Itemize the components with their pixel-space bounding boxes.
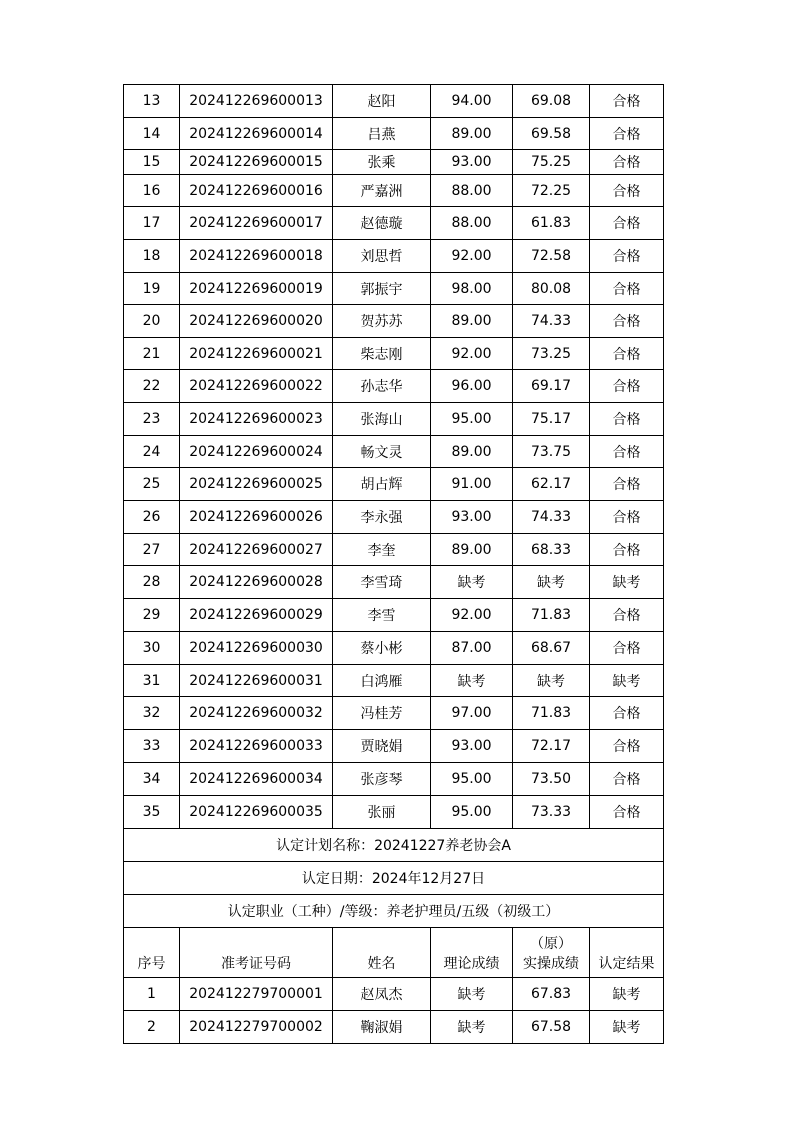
table-row <box>124 436 664 468</box>
result-cell: 合格 <box>590 534 664 566</box>
practical-cell: 62.17 <box>513 468 590 501</box>
theory-cell: 98.00 <box>431 273 513 305</box>
practical-cell: 68.33 <box>513 534 590 566</box>
ticket-cell: 202412269600024 <box>180 436 333 468</box>
seq-cell: 23 <box>124 403 180 436</box>
theory-cell: 92.00 <box>431 240 513 273</box>
theory-cell: 93.00 <box>431 730 513 763</box>
seq-cell: 19 <box>124 273 180 305</box>
practical-cell: 69.17 <box>513 370 590 403</box>
exam-date-title: 认定日期：2024年12月27日 <box>124 862 664 895</box>
occupation-title: 认定职业（工种）/等级：养老护理员/五级（初级工） <box>124 895 664 928</box>
practical-cell: 73.25 <box>513 338 590 370</box>
seq-cell: 1 <box>124 978 180 1011</box>
theory-cell: 87.00 <box>431 632 513 665</box>
ticket-cell: 202412269600030 <box>180 632 333 665</box>
seq-cell: 16 <box>124 175 180 207</box>
practical-cell: 72.58 <box>513 240 590 273</box>
result-cell: 合格 <box>590 273 664 305</box>
theory-cell: 89.00 <box>431 436 513 468</box>
seq-cell: 2 <box>124 1011 180 1044</box>
ticket-cell: 202412269600019 <box>180 273 333 305</box>
name-cell: 赵凤杰 <box>333 978 431 1011</box>
result-cell: 合格 <box>590 468 664 501</box>
practical-cell: 74.33 <box>513 305 590 338</box>
seq-cell: 14 <box>124 118 180 150</box>
ticket-cell: 202412269600035 <box>180 796 333 829</box>
practical-cell: 缺考 <box>513 665 590 697</box>
score-table-new-plan <box>123 828 664 1044</box>
practical-cell: 缺考 <box>513 566 590 599</box>
result-cell: 合格 <box>590 240 664 273</box>
table-row <box>124 697 664 730</box>
result-cell: 合格 <box>590 150 664 175</box>
ticket-cell: 202412269600026 <box>180 501 333 534</box>
name-cell: 胡占辉 <box>333 468 431 501</box>
header-theory: 理论成绩 <box>431 928 513 978</box>
seq-cell: 28 <box>124 566 180 599</box>
table-row <box>124 468 664 501</box>
seq-cell: 31 <box>124 665 180 697</box>
seq-cell: 21 <box>124 338 180 370</box>
ticket-cell: 202412269600015 <box>180 150 333 175</box>
theory-cell: 91.00 <box>431 468 513 501</box>
practical-cell: 67.83 <box>513 978 590 1011</box>
name-cell: 李雪 <box>333 599 431 632</box>
table-row <box>124 305 664 338</box>
table-row <box>124 85 664 118</box>
result-cell: 合格 <box>590 436 664 468</box>
result-cell: 合格 <box>590 305 664 338</box>
table-row <box>124 403 664 436</box>
name-cell: 刘思哲 <box>333 240 431 273</box>
practical-cell: 72.25 <box>513 175 590 207</box>
table-row <box>124 273 664 305</box>
ticket-cell: 202412269600013 <box>180 85 333 118</box>
theory-cell: 缺考 <box>431 665 513 697</box>
seq-cell: 35 <box>124 796 180 829</box>
result-cell: 合格 <box>590 632 664 665</box>
header-result: 认定结果 <box>590 928 664 978</box>
ticket-cell: 202412269600031 <box>180 665 333 697</box>
header-ticket: 准考证号码 <box>180 928 333 978</box>
practical-cell: 68.67 <box>513 632 590 665</box>
result-cell: 缺考 <box>590 566 664 599</box>
name-cell: 张乘 <box>333 150 431 175</box>
theory-cell: 97.00 <box>431 697 513 730</box>
practical-cell: 61.83 <box>513 207 590 240</box>
theory-cell: 88.00 <box>431 207 513 240</box>
ticket-cell: 202412269600033 <box>180 730 333 763</box>
name-cell: 冯桂芳 <box>333 697 431 730</box>
table-row <box>124 796 664 829</box>
name-cell: 李永强 <box>333 501 431 534</box>
ticket-cell: 202412269600017 <box>180 207 333 240</box>
name-cell: 柴志刚 <box>333 338 431 370</box>
result-cell: 合格 <box>590 370 664 403</box>
name-cell: 蔡小彬 <box>333 632 431 665</box>
theory-cell: 95.00 <box>431 763 513 796</box>
result-cell: 缺考 <box>590 665 664 697</box>
seq-cell: 25 <box>124 468 180 501</box>
practical-cell: 75.17 <box>513 403 590 436</box>
header-practical-top: （原） <box>530 936 572 952</box>
table-row <box>124 978 664 1011</box>
ticket-cell: 202412279700002 <box>180 1011 333 1044</box>
seq-cell: 17 <box>124 207 180 240</box>
ticket-cell: 202412279700001 <box>180 978 333 1011</box>
ticket-cell: 202412269600025 <box>180 468 333 501</box>
name-cell: 白鸿雁 <box>333 665 431 697</box>
result-cell: 合格 <box>590 763 664 796</box>
ticket-cell: 202412269600014 <box>180 118 333 150</box>
table-row <box>124 566 664 599</box>
table-row <box>124 501 664 534</box>
practical-cell: 71.83 <box>513 599 590 632</box>
theory-cell: 96.00 <box>431 370 513 403</box>
name-cell: 畅文灵 <box>333 436 431 468</box>
ticket-cell: 202412269600028 <box>180 566 333 599</box>
table-row <box>124 338 664 370</box>
name-cell: 贾晓娟 <box>333 730 431 763</box>
result-cell: 合格 <box>590 599 664 632</box>
seq-cell: 26 <box>124 501 180 534</box>
practical-cell: 67.58 <box>513 1011 590 1044</box>
name-cell: 张彦琴 <box>333 763 431 796</box>
practical-cell: 75.25 <box>513 150 590 175</box>
table-row <box>124 763 664 796</box>
table-row <box>124 240 664 273</box>
header-seq: 序号 <box>124 928 180 978</box>
theory-cell: 92.00 <box>431 599 513 632</box>
table-row <box>124 599 664 632</box>
theory-cell: 92.00 <box>431 338 513 370</box>
table-row <box>124 1011 664 1044</box>
result-cell: 合格 <box>590 85 664 118</box>
seq-cell: 32 <box>124 697 180 730</box>
plan-name-title: 认定计划名称：20241227养老协会A <box>124 829 664 862</box>
table-row <box>124 175 664 207</box>
table-row <box>124 730 664 763</box>
result-cell: 合格 <box>590 730 664 763</box>
ticket-cell: 202412269600016 <box>180 175 333 207</box>
theory-cell: 89.00 <box>431 534 513 566</box>
table-row <box>124 632 664 665</box>
result-cell: 合格 <box>590 501 664 534</box>
ticket-cell: 202412269600018 <box>180 240 333 273</box>
table-row <box>124 150 664 175</box>
theory-cell: 89.00 <box>431 305 513 338</box>
ticket-cell: 202412269600034 <box>180 763 333 796</box>
result-cell: 缺考 <box>590 978 664 1011</box>
result-cell: 合格 <box>590 697 664 730</box>
name-cell: 郭振宇 <box>333 273 431 305</box>
ticket-cell: 202412269600022 <box>180 370 333 403</box>
result-cell: 合格 <box>590 403 664 436</box>
ticket-cell: 202412269600029 <box>180 599 333 632</box>
practical-cell: 71.83 <box>513 697 590 730</box>
theory-cell: 94.00 <box>431 85 513 118</box>
name-cell: 孙志华 <box>333 370 431 403</box>
theory-cell: 缺考 <box>431 1011 513 1044</box>
theory-cell: 89.00 <box>431 118 513 150</box>
theory-cell: 缺考 <box>431 566 513 599</box>
score-table-body <box>124 85 664 829</box>
practical-cell: 69.08 <box>513 85 590 118</box>
seq-cell: 29 <box>124 599 180 632</box>
name-cell: 张丽 <box>333 796 431 829</box>
name-cell: 严嘉洲 <box>333 175 431 207</box>
result-cell: 合格 <box>590 118 664 150</box>
name-cell: 贺苏苏 <box>333 305 431 338</box>
table-row <box>124 534 664 566</box>
theory-cell: 95.00 <box>431 796 513 829</box>
name-cell: 赵阳 <box>333 85 431 118</box>
seq-cell: 18 <box>124 240 180 273</box>
ticket-cell: 202412269600021 <box>180 338 333 370</box>
seq-cell: 27 <box>124 534 180 566</box>
name-cell: 李雪琦 <box>333 566 431 599</box>
name-cell: 鞠淑娟 <box>333 1011 431 1044</box>
theory-cell: 93.00 <box>431 150 513 175</box>
theory-cell: 缺考 <box>431 978 513 1011</box>
result-cell: 合格 <box>590 338 664 370</box>
ticket-cell: 202412269600032 <box>180 697 333 730</box>
seq-cell: 22 <box>124 370 180 403</box>
practical-cell: 80.08 <box>513 273 590 305</box>
score-table-continued <box>123 84 664 829</box>
theory-cell: 93.00 <box>431 501 513 534</box>
table-row <box>124 370 664 403</box>
practical-cell: 73.75 <box>513 436 590 468</box>
ticket-cell: 202412269600023 <box>180 403 333 436</box>
header-practical <box>513 928 590 978</box>
seq-cell: 33 <box>124 730 180 763</box>
ticket-cell: 202412269600027 <box>180 534 333 566</box>
result-cell: 缺考 <box>590 1011 664 1044</box>
practical-cell: 72.17 <box>513 730 590 763</box>
header-row <box>124 928 664 978</box>
theory-cell: 88.00 <box>431 175 513 207</box>
theory-cell: 95.00 <box>431 403 513 436</box>
seq-cell: 30 <box>124 632 180 665</box>
table-row <box>124 665 664 697</box>
name-cell: 张海山 <box>333 403 431 436</box>
practical-cell: 69.58 <box>513 118 590 150</box>
seq-cell: 34 <box>124 763 180 796</box>
practical-cell: 74.33 <box>513 501 590 534</box>
ticket-cell: 202412269600020 <box>180 305 333 338</box>
table-row <box>124 118 664 150</box>
result-cell: 合格 <box>590 796 664 829</box>
name-cell: 赵德璇 <box>333 207 431 240</box>
header-practical-bottom: 实操成绩 <box>523 956 579 972</box>
name-cell: 李奎 <box>333 534 431 566</box>
header-name: 姓名 <box>333 928 431 978</box>
seq-cell: 15 <box>124 150 180 175</box>
table-row <box>124 207 664 240</box>
seq-cell: 24 <box>124 436 180 468</box>
seq-cell: 20 <box>124 305 180 338</box>
name-cell: 吕燕 <box>333 118 431 150</box>
result-cell: 合格 <box>590 175 664 207</box>
practical-cell: 73.50 <box>513 763 590 796</box>
score-table-new-plan-body <box>124 829 664 1044</box>
result-cell: 合格 <box>590 207 664 240</box>
seq-cell: 13 <box>124 85 180 118</box>
practical-cell: 73.33 <box>513 796 590 829</box>
